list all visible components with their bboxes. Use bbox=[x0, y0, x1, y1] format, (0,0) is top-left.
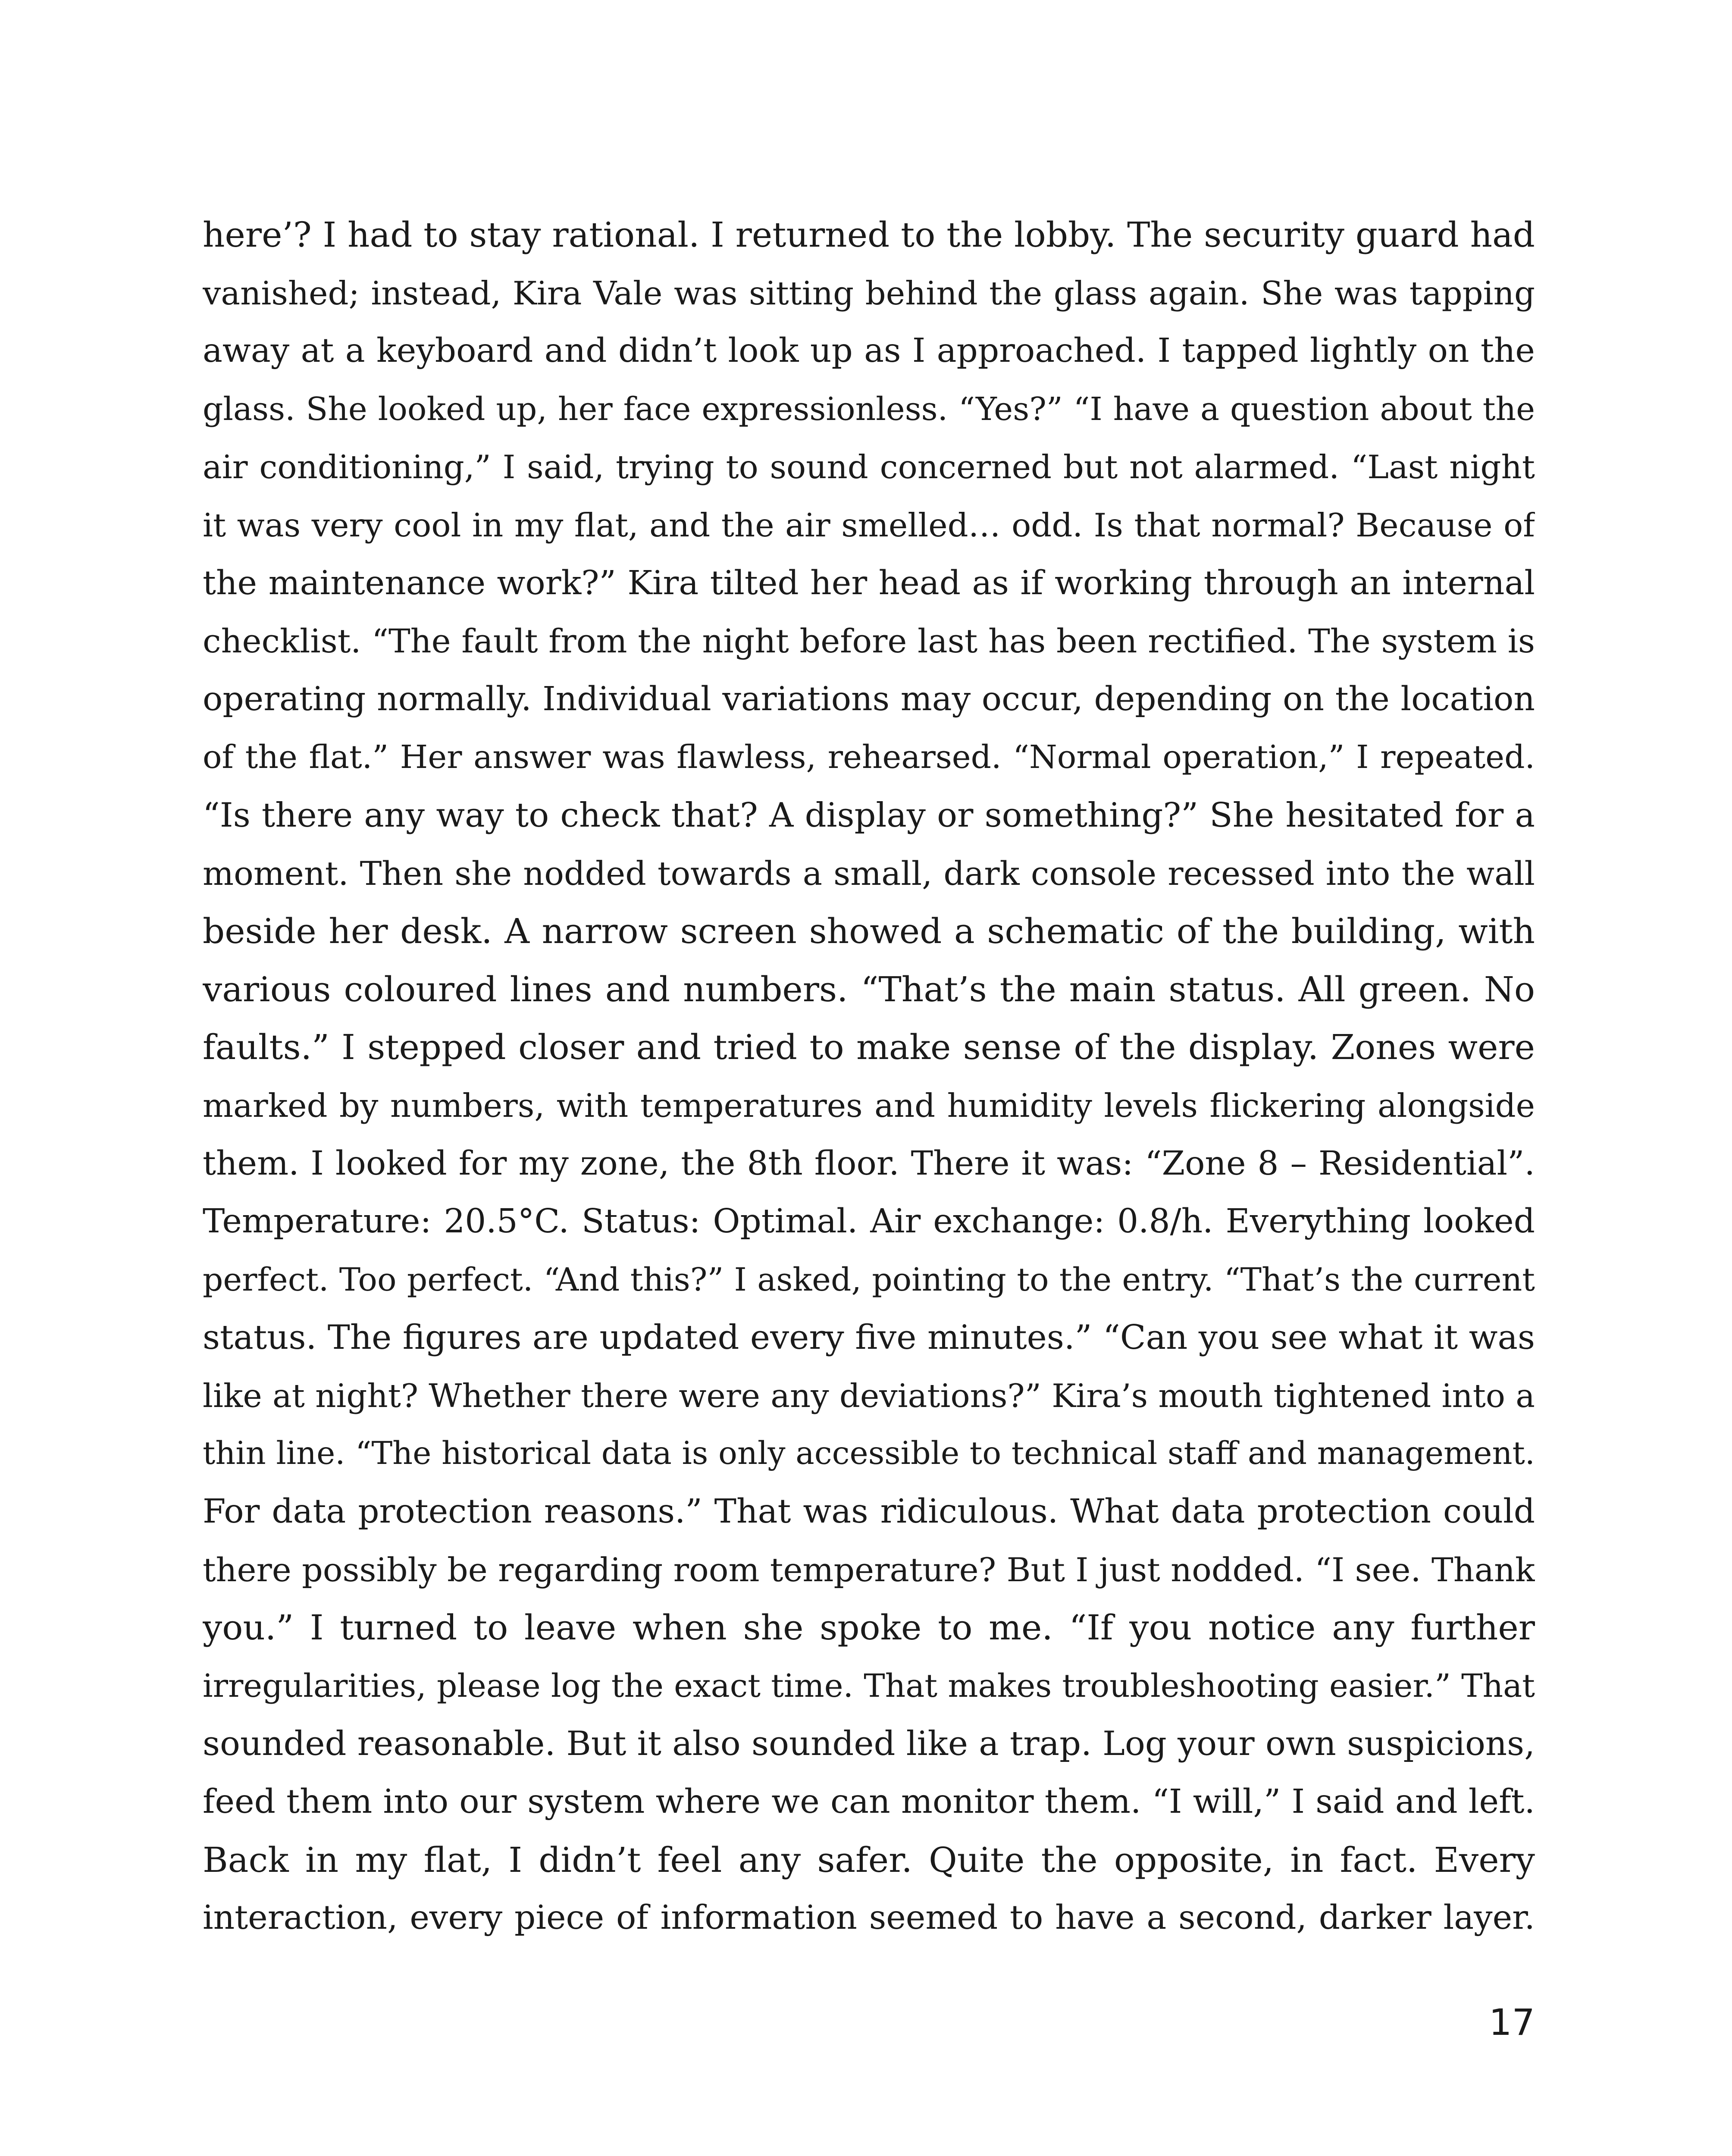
text-line: of the flat.” Her answer was flawless, rehearsed. “Normal operation,” I repeated. bbox=[203, 739, 1535, 776]
text-line: irregularities, please log the exact time. That makes troubleshooting easier.” That bbox=[203, 1667, 1535, 1705]
text-line: you.” I turned to leave when she spoke to me. “If you notice any further bbox=[203, 1608, 1535, 1648]
text-line: For data protection reasons.” That was ridiculous. What data protection could bbox=[203, 1492, 1535, 1531]
text-line: operating normally. Individual variations may occur, depending on the location bbox=[203, 680, 1535, 718]
text-line: Back in my flat, I didn’t feel any safer. Quite the opposite, in fact. Every bbox=[203, 1839, 1535, 1880]
text-line: marked by numbers, with temperatures and humidity levels flickering alongside bbox=[203, 1086, 1535, 1125]
text-line: beside her desk. A narrow screen showed a schematic of the building, with bbox=[203, 911, 1535, 952]
text-line: interaction, every piece of information seemed to have a second, darker layer. bbox=[203, 1899, 1535, 1937]
text-line: air conditioning,” I said, trying to sound concerned but not alarmed. “Last night bbox=[203, 448, 1535, 486]
text-line: glass. She looked up, her face expressionless. “Yes?” “I have a question about the bbox=[203, 390, 1535, 428]
text-line: Temperature: 20.5°C. Status: Optimal. Air exchange: 0.8/h. Everything looked bbox=[203, 1202, 1535, 1241]
text-line: checklist. “The fault from the night before last has been rectified. The system is bbox=[203, 622, 1535, 661]
text-line: various coloured lines and numbers. “That’s the main status. All green. No bbox=[203, 969, 1535, 1009]
text-line: here’? I had to stay rational. I returned to the lobby. The security guard had bbox=[203, 215, 1535, 255]
text-line: moment. Then she nodded towards a small, dark console recessed into the wall bbox=[203, 854, 1535, 893]
text-line: status. The figures are updated every five minutes.” “Can you see what it was bbox=[203, 1318, 1535, 1357]
body-text bbox=[203, 206, 1535, 1947]
text-line: sounded reasonable. But it also sounded like a trap. Log your own suspicions, bbox=[203, 1724, 1535, 1764]
text-line: it was very cool in my flat, and the air smelled… odd. Is that normal? Because of bbox=[203, 506, 1535, 544]
page-number: 17 bbox=[1489, 2001, 1535, 2043]
text-line: the maintenance work?” Kira tilted her head as if working through an internal bbox=[203, 564, 1535, 602]
text-line: feed them into our system where we can monitor them. “I will,” I said and left. bbox=[203, 1783, 1535, 1821]
text-line: them. I looked for my zone, the 8th floor. There it was: “Zone 8 – Residential”. bbox=[203, 1144, 1535, 1183]
text-line: away at a keyboard and didn’t look up as I approached. I tapped lightly on the bbox=[203, 332, 1535, 370]
text-line: perfect. Too perfect. “And this?” I asked, pointing to the entry. “That’s the current bbox=[203, 1261, 1535, 1298]
text-line: there possibly be regarding room temperature? But I just nodded. “I see. Thank bbox=[203, 1550, 1535, 1589]
text-line: “Is there any way to check that? A display or something?” She hesitated for a bbox=[203, 796, 1535, 835]
text-line: vanished; instead, Kira Vale was sitting behind the glass again. She was tapping bbox=[203, 274, 1535, 312]
text-line: faults.” I stepped closer and tried to make sense of the display. Zones were bbox=[203, 1027, 1535, 1068]
text-line: like at night? Whether there were any deviations?” Kira’s mouth tightened into a bbox=[203, 1376, 1535, 1415]
text-line: thin line. “The historical data is only accessible to technical staff and management. bbox=[203, 1435, 1535, 1472]
